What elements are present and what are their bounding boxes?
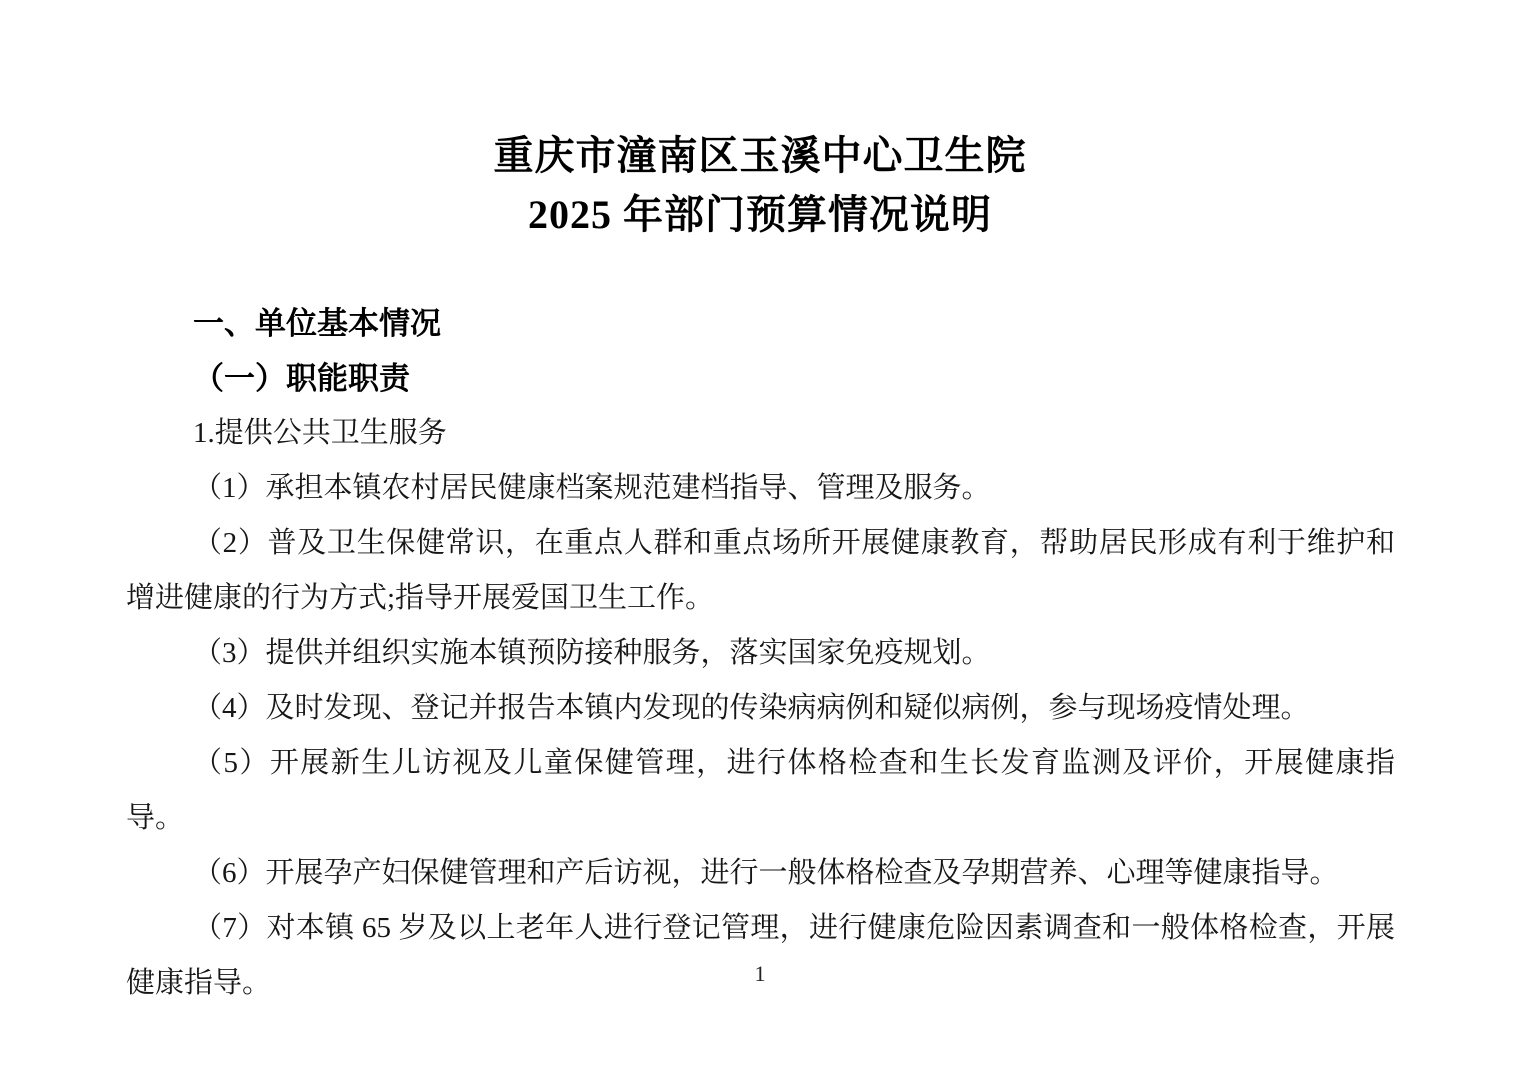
paragraph-item-6: （6）开展孕产妇保健管理和产后访视，进行一般体格检查及孕期营养、心理等健康指导。	[193, 857, 1339, 889]
page-number: 1	[754, 961, 766, 986]
paragraph-item-7: （7）对本镇 65 岁及以上老年人进行登记管理，进行健康危险因素调查和一般体格检查，开展健康指导。	[126, 912, 1395, 999]
paragraph-item-1: （1）承担本镇农村居民健康档案规范建档指导、管理及服务。	[193, 472, 991, 504]
doc-body	[0, 296, 1520, 1011]
section-heading-unit-basic-info: 一、单位基本情况	[193, 306, 441, 341]
paragraph-item-5: （5）开展新生儿访视及儿童保健管理，进行体格检查和生长发育监测及评价，开展健康指导。	[126, 747, 1395, 834]
paragraph-item-3: （3）提供并组织实施本镇预防接种服务，落实国家免疫规划。	[193, 637, 991, 669]
subsection-heading-duties: （一）职能职责	[193, 361, 410, 396]
paragraph-item-2: （2）普及卫生保健常识，在重点人群和重点场所开展健康教育，帮助居民形成有利于维护和增进健康的行为方式;指导开展爱国卫生工作。	[126, 527, 1395, 614]
doc-title-line1: 重庆市潼南区玉溪中心卫生院	[493, 133, 1027, 178]
doc-title	[0, 0, 1520, 244]
paragraph-public-health-services: 1.提供公共卫生服务	[193, 417, 447, 449]
doc-title-line2: 2025 年部门预算情况说明	[528, 192, 992, 237]
paragraph-item-4: （4）及时发现、登记并报告本镇内发现的传染病病例和疑似病例，参与现场疫情处理。	[193, 692, 1310, 724]
